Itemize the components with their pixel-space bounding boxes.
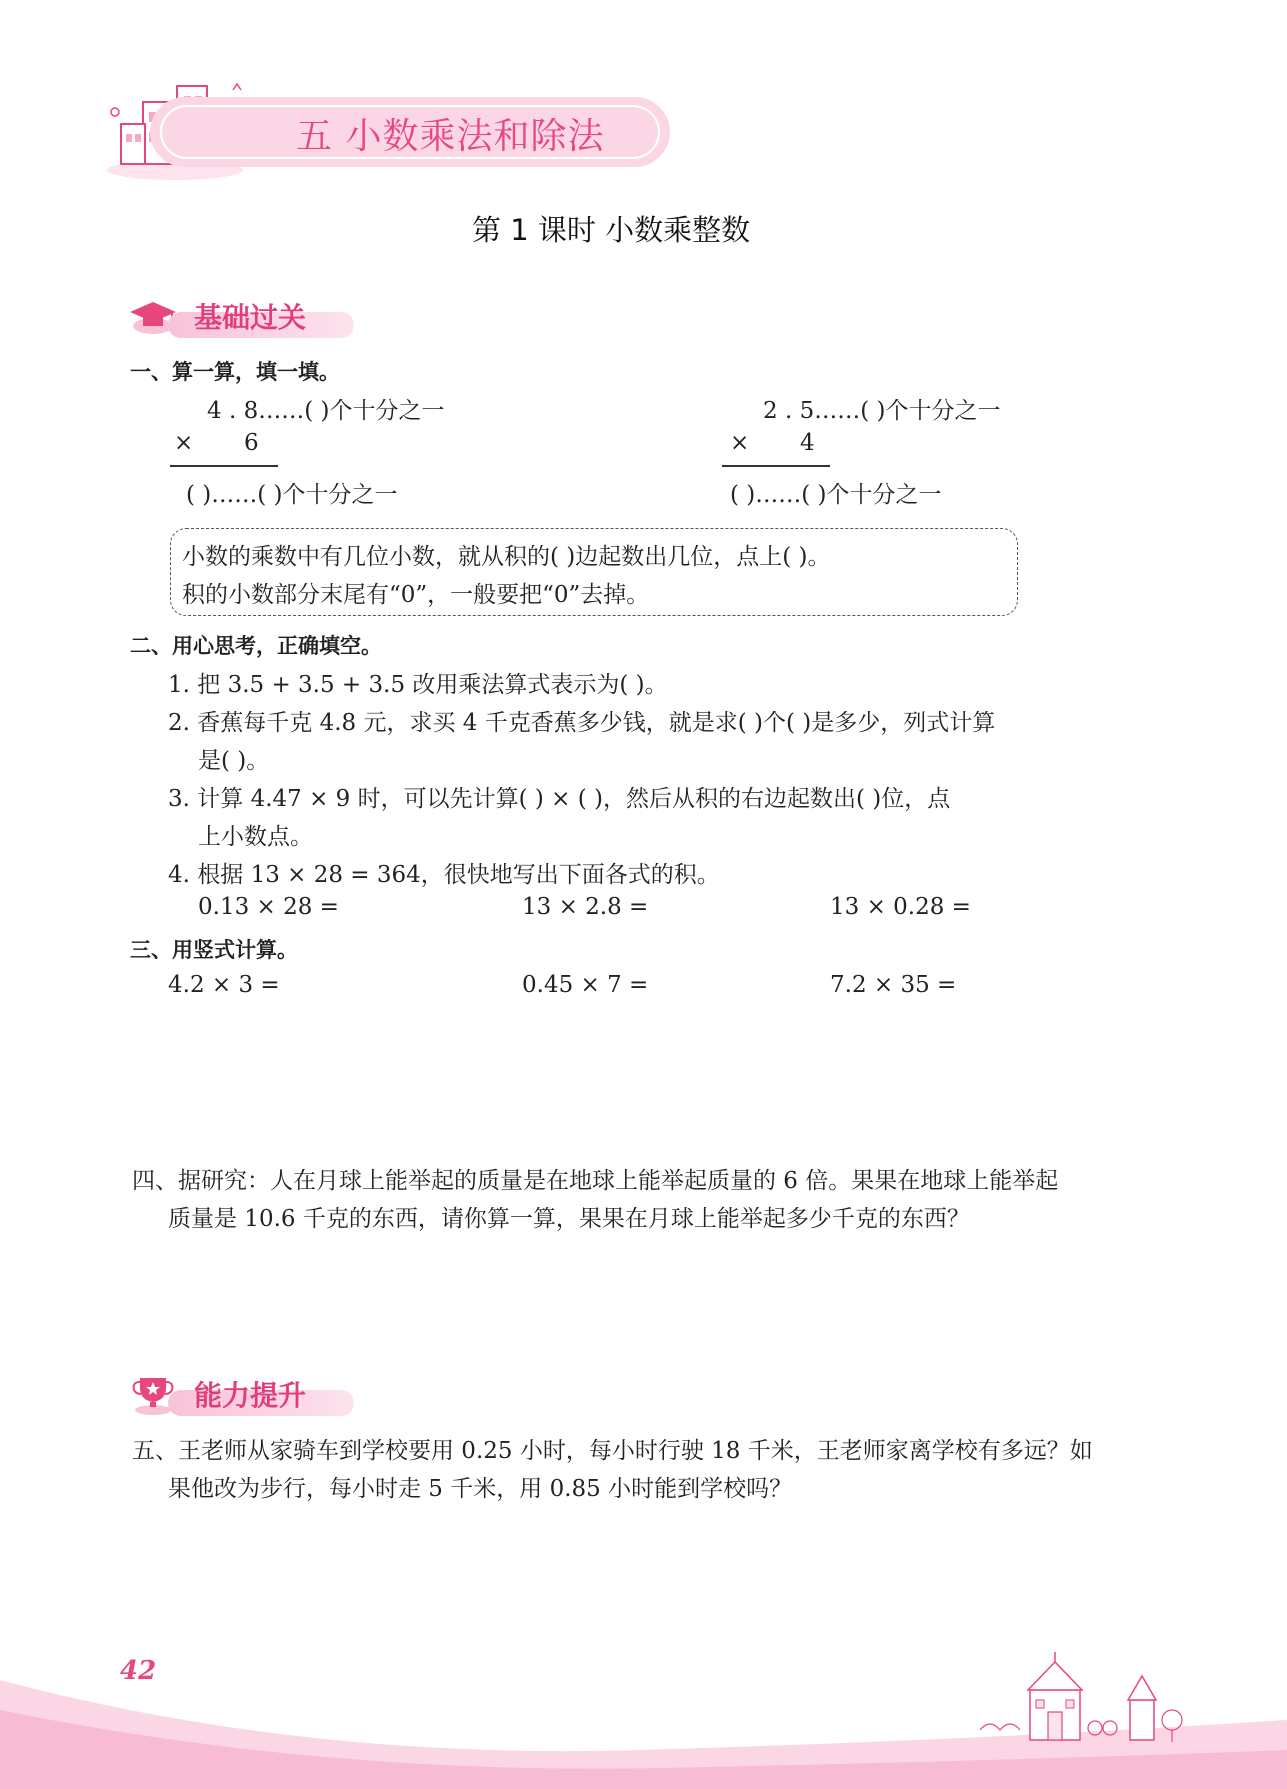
q3-expr-2: 0.45 × 7 = (522, 972, 649, 998)
castle-illustration (960, 1650, 1190, 1750)
q1-left-num: 6 (244, 430, 259, 456)
rule-note-line2: 积的小数部分末尾有“0”，一般要把“0”去掉。 (182, 582, 650, 608)
q1-right-row1: 2 . 5……( )个十分之一 (763, 398, 1001, 424)
q1-left-rule (170, 465, 278, 467)
q3-heading: 三、用竖式计算。 (130, 938, 298, 962)
lesson-title: 第 1 课时 小数乘整数 (472, 213, 751, 247)
q4-line2: 质量是 10.6 千克的东西，请你算一算，果果在月球上能举起多少千克的东西？ (168, 1206, 970, 1232)
q1-right-num: 4 (800, 430, 815, 456)
q1-left-row1: 4 . 8……( )个十分之一 (207, 398, 445, 424)
q3-expr-1: 4.2 × 3 = (168, 972, 280, 998)
q2-item3-line2: 上小数点。 (198, 824, 313, 850)
q2-item3-line1: 3. 计算 4.47 × 9 时，可以先计算( ) × ( )，然后从积的右边起数出( )位，点 (168, 786, 951, 812)
q2-item2-line2: 是( )。 (198, 748, 270, 774)
q1-left-op: × (174, 430, 194, 456)
q2-item4: 4. 根据 13 × 28 = 364，很快地写出下面各式的积。 (168, 862, 720, 888)
q4-line1: 四、据研究：人在月球上能举起的质量是在地球上能举起质量的 6 倍。果果在地球上能举起 (132, 1168, 1059, 1194)
q2-item4-expr-3: 13 × 0.28 = (830, 894, 971, 920)
q2-item4-expr-1: 0.13 × 28 = (198, 894, 339, 920)
q2-item1: 1. 把 3.5 + 3.5 + 3.5 改用乘法算式表示为( )。 (168, 672, 668, 698)
rule-note-line1: 小数的乘数中有几位小数，就从积的( )边起数出几位，点上( )。 (182, 544, 831, 570)
q2-item4-expr-2: 13 × 2.8 = (522, 894, 649, 920)
q2-item2-line1: 2. 香蕉每千克 4.8 元，求买 4 千克香蕉多少钱，就是求( )个( )是多少，列式计算 (168, 710, 996, 736)
section-title-advanced: 能力提升 (194, 1379, 307, 1412)
q2-heading: 二、用心思考，正确填空。 (130, 634, 382, 658)
q1-heading: 一、算一算，填一填。 (130, 360, 340, 384)
q1-right-op: × (730, 430, 750, 456)
page-number: 42 (120, 1656, 157, 1686)
q5-line1: 五、王老师从家骑车到学校要用 0.25 小时，每小时行驶 18 千米，王老师家离学校有多远？如 (132, 1438, 1093, 1464)
q1-left-row3: ( )……( )个十分之一 (186, 482, 398, 508)
q1-right-row3: ( )……( )个十分之一 (730, 482, 942, 508)
q1-right-rule (722, 465, 830, 467)
q5-line2: 果他改为步行，每小时走 5 千米，用 0.85 小时能到学校吗？ (168, 1476, 793, 1502)
chapter-title: 五 小数乘法和除法 (296, 116, 605, 157)
q3-expr-3: 7.2 × 35 = (830, 972, 957, 998)
section-title-basic: 基础过关 (194, 301, 307, 334)
